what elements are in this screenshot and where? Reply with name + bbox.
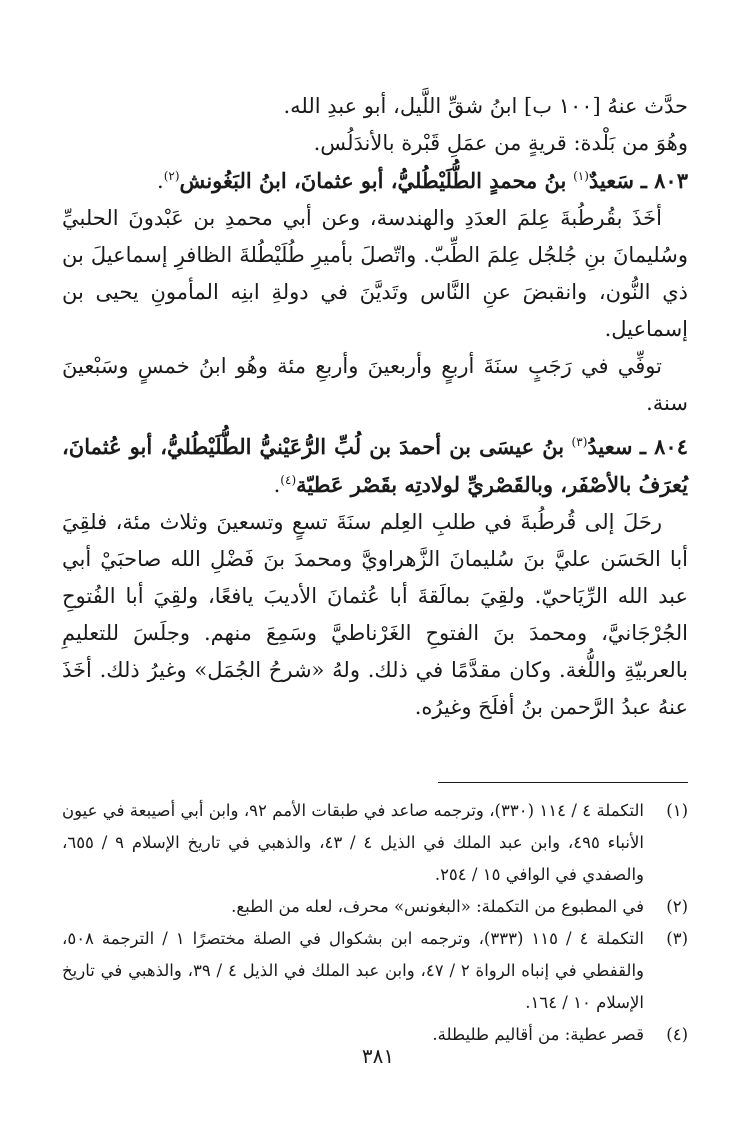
footnote-text: التكملة ٤ / ١١٤ (٣٣٠)، وترجمه صاعد في طبقات الأمم ٩٢، وابن أبي أصيبعة في عيون الأنباء ٤٩٥، وابن عبد الملك في الذيل ٤ / ٤٣، والذهبي في تاريخ الإسلام ٩ / ٦٥٥، والصفدي في الوافي ١٥ / ٢٥٤. xyxy=(62,801,645,884)
entry-803-name-a: سَعيدٌ xyxy=(588,168,634,193)
footnote-text: التكملة ٤ / ١١٥ (٣٣٣)، وترجمه ابن بشكوال في الصلة مختصرًا ١ / الترجمة ٥٠٨، والقفطي في إنباه الرواة ٢ / ٤٧، وابن عبد الملك في الذيل ٤ / ٣٩، والذهبي في تاريخ الإسلام ١٠ / ١٦٤. xyxy=(62,929,644,1012)
footnote-separator xyxy=(438,782,688,783)
footnote-ref-3: (٣) xyxy=(571,435,588,449)
paragraph-4: أخَذَ بقُرطُبةَ عِلمَ العدَدِ والهندسة، وعن أبي محمدِ بن عَبْدونَ الحلبيِّ وسُليمانَ بنِ جُلجُل عِلمَ الطِّبّ. واتّصلَ بأميرِ طُلَيْطُلةَ الظافرِ إسماعيلَ بن ذي النُّون، وانقبضَ عنِ النَّاس وتَديَّنَ في دولةِ ابنِه المأمونِ يحيى بن إسماعيل. xyxy=(62,206,688,341)
main-text xyxy=(62,88,688,726)
footnote-text: في المطبوع من التكملة: «البغونس» محرف، لعله من الطبع. xyxy=(231,897,644,916)
entry-804-number: ٨٠٤ ـ xyxy=(639,434,688,459)
footnote-2 xyxy=(62,891,688,923)
entry-804-end: . xyxy=(273,473,281,497)
entry-803-end: . xyxy=(157,169,164,193)
entry-803-name-b: بنُ محمدٍ الطُّلَيْطُليُّ، أبو عثمانَ، ابنُ البَغُونش xyxy=(179,168,567,193)
footnote-ref-4: (٤) xyxy=(280,473,297,487)
footnote-ref-1: (١) xyxy=(573,169,589,183)
footnote-ref-2: (٢) xyxy=(163,169,180,183)
paragraph-5: توفِّي في رَجَبٍ سنَةَ أربعٍ وأربعينَ وأربعِ مئة وهُو ابنُ خمسٍ وسَبْعينَ سنة. xyxy=(62,354,688,415)
paragraph-2: وهُوَ من بَلْدة: قريةٍ من عمَلِ قَبْرة بالأندَلُس. xyxy=(313,131,688,155)
footnote-number: (٢) xyxy=(666,897,688,916)
footnote-number: (١) xyxy=(666,801,688,820)
footnote-number: (٤) xyxy=(666,1025,688,1044)
footnote-number: (٣) xyxy=(666,929,688,948)
entry-804-heading xyxy=(62,428,688,504)
entry-803-number: ٨٠٣ ـ xyxy=(640,168,688,193)
footnote-1 xyxy=(62,795,688,891)
page-number: ٣٨١ xyxy=(361,1044,395,1068)
footnote-text: قصر عطية: من أقاليم طليطلة. xyxy=(432,1025,644,1044)
footnotes xyxy=(62,795,688,1051)
entry-803-heading xyxy=(62,162,688,200)
entry-804-name-b: بنُ عيسَى بن أحمدَ بن لُبِّ الرُّعَيْنيُّ الطُّلَيْطُليُّ، أبو عُثمانَ، يُعرَفُ بالأصْفَر، وبالقَصْريِّ لولادتِه بقَصْر عَطيّة xyxy=(62,434,688,497)
footnote-3 xyxy=(62,923,688,1019)
entry-804-name-a: سعيدُ xyxy=(587,434,633,459)
paragraph-7: رحَلَ إلى قُرطُبةَ في طلبِ العِلم سنَةَ تسعٍ وتسعينَ وثلاث مئة، فلقِيَ أبا الحَسَن عليَّ بنَ سُليمانَ الزَّهراويَّ ومحمدَ بنَ فَضْلِ الله صاحبَيْ أبي عبد الله الرِّيَاحيّ. ولقِيَ بمالَقةَ أبا عُثمانَ الأديبَ يافعًا، ولقِيَ أبا الفُتوحِ الجُرْجَانيَّ، ومحمدَ بنَ الفتوحِ الغَرْناطيَّ وسَمِعَ منهم. وجلَسَ للتعليمِ بالعربيّةِ واللُّغة. وكان مقدَّمًا في ذلك. ولهُ «شرحُ الجُمَل» وغيرُ ذلك. أخَذَ عنهُ عبدُ الرَّحمن بنُ أفلَحَ وغيرُه. xyxy=(62,510,688,719)
paragraph-1: حدَّث عنهُ [١٠٠ ب] ابنُ شقِّ اللَّيل، أبو عبدِ الله. xyxy=(283,94,688,118)
